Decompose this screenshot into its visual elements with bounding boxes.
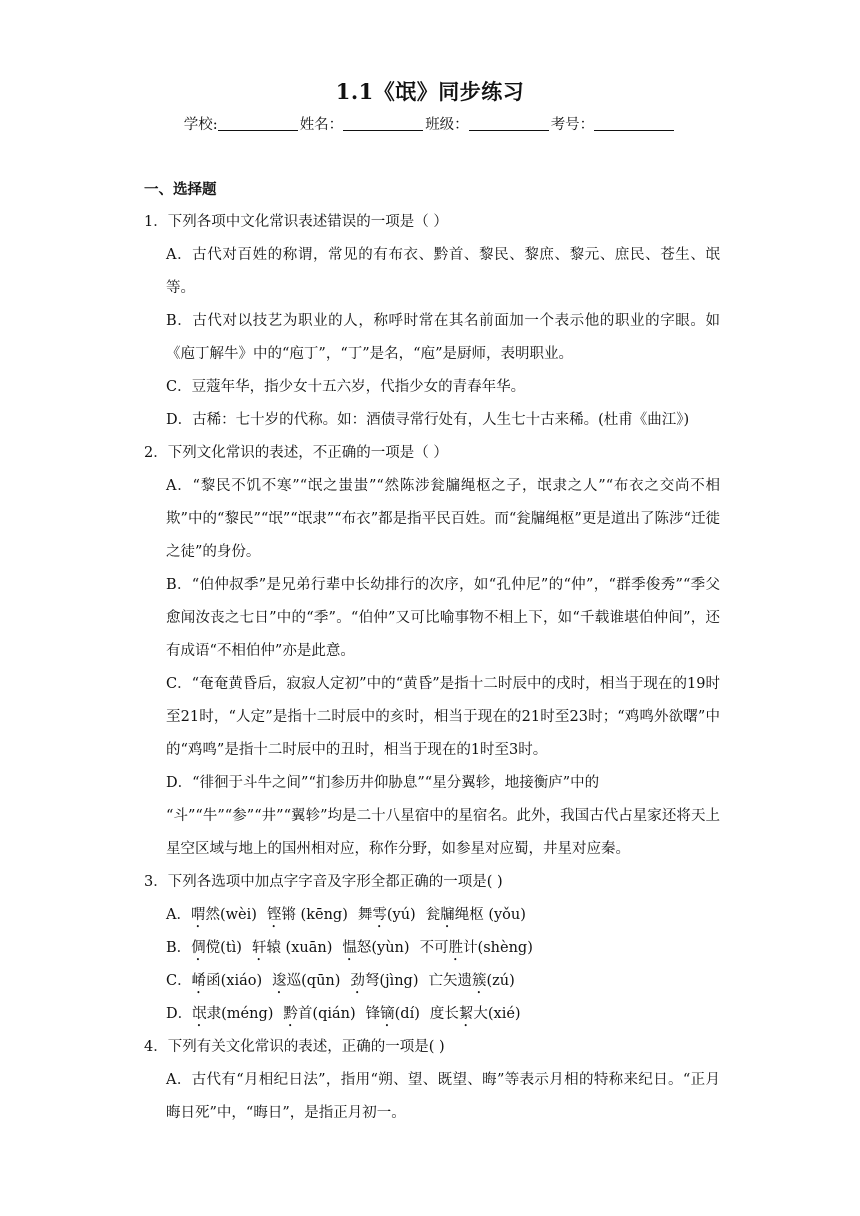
- dotted-char: 氓: [192, 1006, 207, 1022]
- option-a: A．古代对百姓的称谓，常见的有布衣、黔首、黎民、黎庶、黎元、庶民、苍生、氓等。: [166, 247, 720, 296]
- word-3: 愠怒(yùn): [342, 940, 410, 956]
- word-3: 舞雩(yú): [357, 907, 416, 923]
- option-d: [144, 998, 720, 1031]
- class-label: 班级：: [425, 117, 469, 133]
- option-c: C．豆蔻年华，指少女十五六岁，代指少女的青春年华。: [166, 379, 526, 395]
- dotted-char: 雩: [372, 907, 387, 923]
- dotted-char: 簇: [471, 973, 487, 989]
- dotted-char: 黔: [283, 1006, 298, 1022]
- word-2: 黔首(qián): [283, 1006, 356, 1022]
- word-2: 铿锵 (kēng): [266, 907, 348, 923]
- option-label: D．: [166, 1006, 193, 1022]
- option-a: [144, 899, 720, 932]
- question-2: [144, 437, 720, 866]
- name-label: 姓名：: [299, 117, 344, 133]
- dotted-char: 愠: [342, 940, 357, 956]
- dotted-char: 喟: [190, 907, 206, 923]
- exam-no-blank[interactable]: [594, 116, 674, 131]
- word-4: 不可胜计(shèng): [419, 940, 533, 956]
- dotted-char: 劲: [350, 973, 365, 989]
- section-heading: 一、选择题: [144, 181, 217, 198]
- word-3: 劲弩(jìng): [350, 973, 419, 989]
- questions: [144, 206, 720, 1130]
- option-d: D．古稀：七十岁的代称。如：酒债寻常行处有，人生七十古来稀。(杜甫《曲江》): [166, 412, 690, 428]
- word-2: 轩辕 (xuān): [251, 940, 333, 956]
- option-label: A．: [166, 907, 191, 923]
- question-stem: 3．下列各选项中加点字字音及字形全都正确的一项是( ): [144, 874, 503, 890]
- student-info-line: [0, 113, 860, 134]
- option-c: C．“奄奄黄昏后，寂寂人定初”中的“黄昏”是指十二时辰中的戌时，相当于现在的19时至21时，“人定”是指十二时辰中的亥时，相当于现在的21时至23时；“鸡鸣外欲曙”中的“鸡鸣”是指十二时辰中的丑时，相当于现在的1时至3时。: [166, 676, 720, 758]
- dotted-char: 铿: [266, 907, 282, 923]
- question-4: [144, 1031, 720, 1130]
- question-1: [144, 206, 720, 437]
- school-blank[interactable]: [218, 116, 298, 131]
- option-label: B．: [166, 940, 192, 956]
- dotted-char: 崤: [191, 973, 207, 989]
- page-title: 1.1《氓》同步练习: [335, 79, 525, 104]
- dotted-char: 逡: [272, 973, 287, 989]
- dotted-char: 絜: [458, 1006, 474, 1022]
- option-b: B．“伯仲叔季”是兄弟行辈中长幼排行的次序，如“孔仲尼”的“仲”，“群季俊秀”“季父愈闻汝丧之七日”中的“季”。“伯仲”又可比喻事物不相上下，如“千载谁堪伯仲间”，还有成语“不相伯仲”亦是此意。: [166, 577, 720, 659]
- word-1: 喟然(wèi): [190, 907, 257, 923]
- word-1: 氓隶(méng): [192, 1006, 274, 1022]
- option-b: [144, 932, 720, 965]
- word-4: 亡矢遗簇(zú): [428, 973, 515, 989]
- option-d-line2: “斗”“牛”“参”“井”“翼轸”均是二十八星宿中的星宿名。此外，我国古代占星家还将天上星空区域与地上的国州相对应，称作分野，如参星对应蜀，井星对应秦。: [166, 808, 720, 857]
- question-stem: 1．下列各项中文化常识表述错误的一项是（ ）: [144, 214, 448, 230]
- word-4: 瓮牖绳枢 (yǒu): [425, 907, 526, 923]
- option-d-line1: D．“徘徊于斗牛之间”“扪参历井仰胁息”“星分翼轸，地接衡庐”中的: [166, 775, 600, 791]
- word-1: 倜傥(tì): [191, 940, 242, 956]
- question-stem: 4．下列有关文化常识的表述，正确的一项是( ): [144, 1039, 445, 1055]
- dotted-char: 牖: [440, 907, 455, 923]
- option-a: A．“黎民不饥不寒”“氓之蚩蚩”“然陈涉瓮牖绳枢之子，氓隶之人”“布衣之交尚不相欺”中的“黎民”“氓”“氓隶”“布衣”都是指平民百姓。而“瓮牖绳枢”更是道出了陈涉“迁徙之徒”的身份。: [166, 478, 720, 560]
- question-3: [144, 866, 720, 1031]
- option-label: C．: [166, 973, 192, 989]
- option-a: A．古代有“月相纪日法”，指用“朔、望、既望、晦”等表示月相的特称来纪日。“正月晦日死”中，“晦日”，是指正月初一。: [166, 1072, 720, 1121]
- option-d: [144, 767, 720, 866]
- dotted-char: 胜: [448, 940, 464, 956]
- class-blank[interactable]: [469, 116, 549, 131]
- word-1: 崤函(xiáo): [191, 973, 263, 989]
- question-stem: 2．下列文化常识的表述，不正确的一项是（ ）: [144, 445, 448, 461]
- dotted-char: 轩: [251, 940, 267, 956]
- option-c: [144, 965, 720, 998]
- option-b: B．古代对以技艺为职业的人，称呼时常在其名前面加一个表示他的职业的字眼。如《庖丁解牛》中的“庖丁”，“丁”是名，“庖”是厨师，表明职业。: [166, 313, 720, 362]
- name-blank[interactable]: [343, 116, 423, 131]
- dotted-char: 镝: [380, 1006, 395, 1022]
- exam-no-label: 考号：: [550, 117, 595, 133]
- school-label: 学校:: [183, 117, 218, 133]
- word-4: 度长絜大(xié): [429, 1006, 521, 1022]
- word-2: 逡巡(qūn): [272, 973, 341, 989]
- dotted-char: 倜: [191, 940, 206, 956]
- word-3: 锋镝(dí): [365, 1006, 420, 1022]
